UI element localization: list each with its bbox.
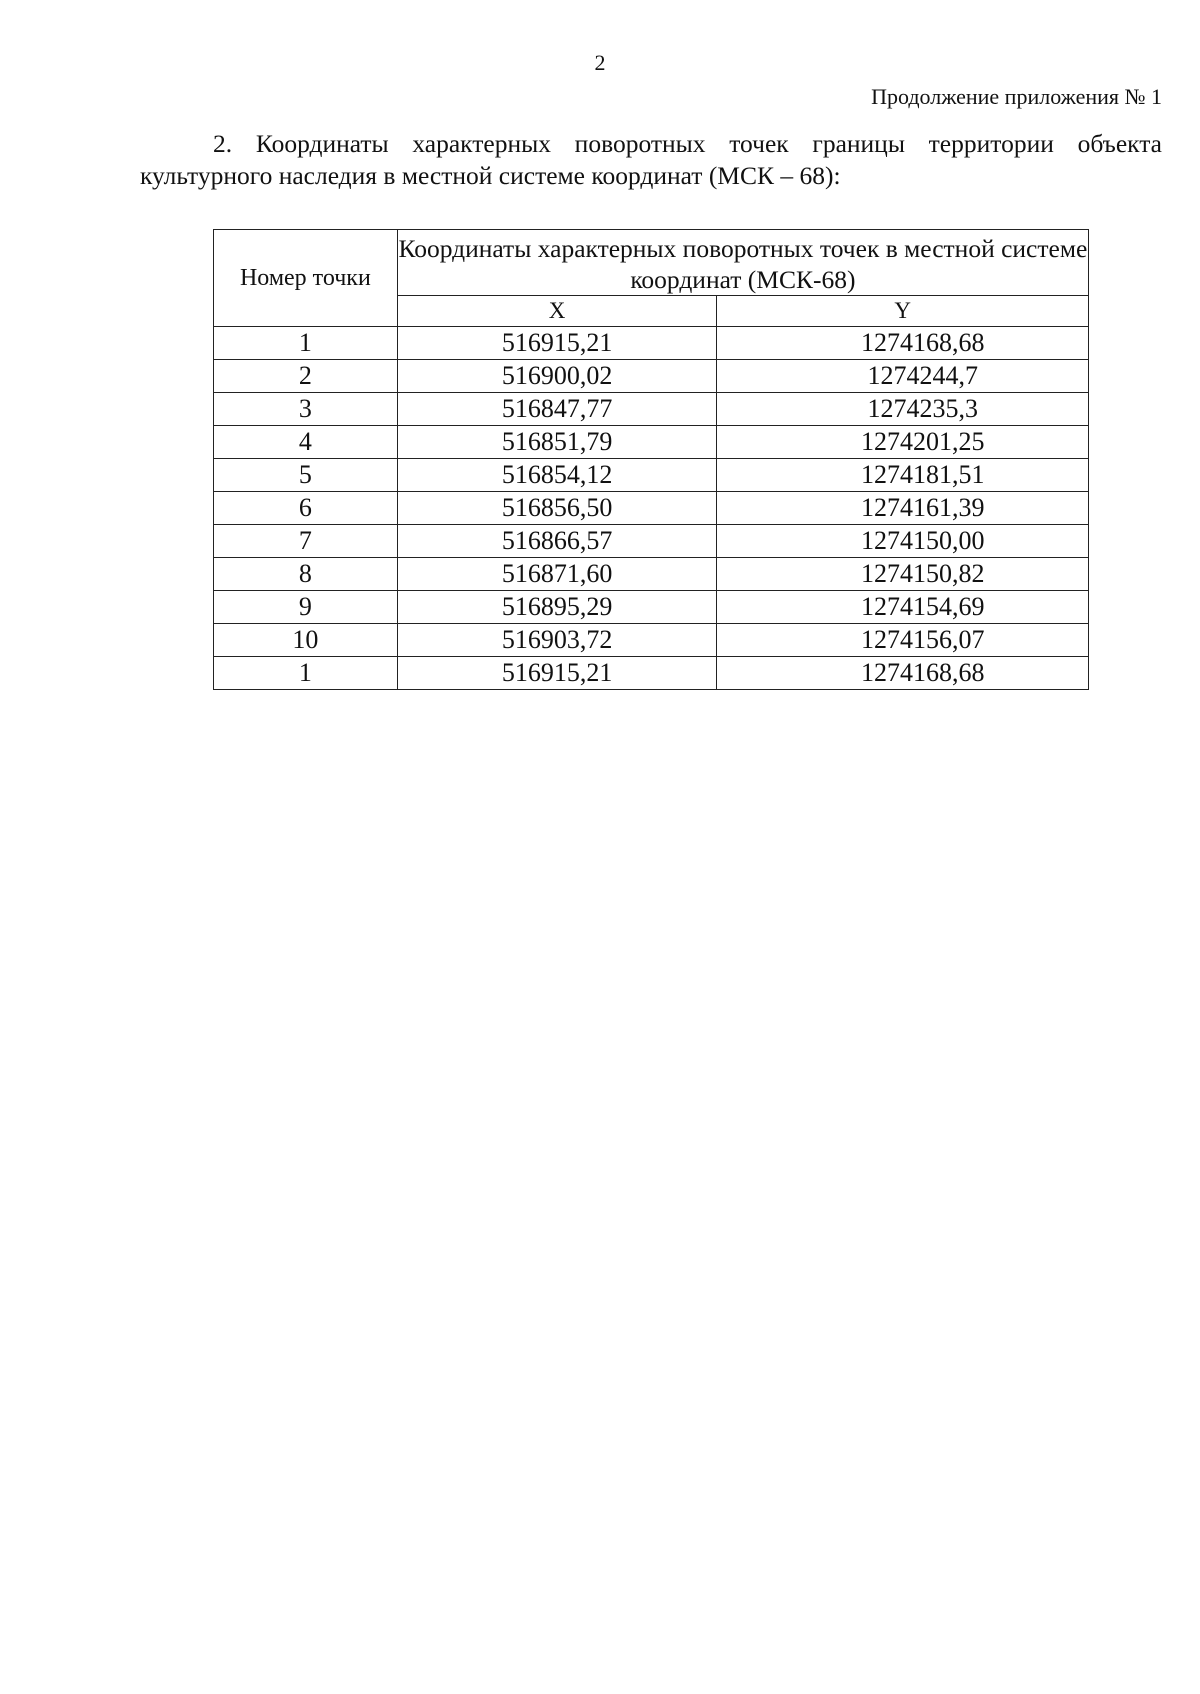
table-row: [214, 492, 1089, 525]
y-coordinate-cell: 1274150,00: [717, 525, 1089, 558]
table-row: [214, 327, 1089, 360]
table-row: [214, 624, 1089, 657]
table-row: [214, 393, 1089, 426]
x-coordinate-cell: 516900,02: [397, 360, 717, 393]
y-column-header: Y: [717, 296, 1089, 327]
table-row: [214, 657, 1089, 690]
y-coordinate-cell: 1274235,3: [717, 393, 1089, 426]
y-coordinate-cell: 1274156,07: [717, 624, 1089, 657]
table-row: [214, 591, 1089, 624]
y-coordinate-cell: 1274168,68: [717, 327, 1089, 360]
x-coordinate-cell: 516871,60: [397, 558, 717, 591]
point-number-cell: 2: [214, 360, 398, 393]
y-coordinate-cell: 1274244,7: [717, 360, 1089, 393]
coordinates-table-body: [214, 327, 1089, 690]
y-coordinate-cell: 1274168,68: [717, 657, 1089, 690]
x-coordinate-cell: 516856,50: [397, 492, 717, 525]
point-number-cell: 1: [214, 327, 398, 360]
x-column-header: X: [397, 296, 717, 327]
y-coordinate-cell: 1274201,25: [717, 426, 1089, 459]
point-number-cell: 8: [214, 558, 398, 591]
point-number-cell: 6: [214, 492, 398, 525]
x-coordinate-cell: 516915,21: [397, 327, 717, 360]
y-coordinate-cell: 1274154,69: [717, 591, 1089, 624]
y-coordinate-cell: 1274181,51: [717, 459, 1089, 492]
point-number-cell: 5: [214, 459, 398, 492]
point-number-cell: 10: [214, 624, 398, 657]
table-row: [214, 558, 1089, 591]
x-coordinate-cell: 516866,57: [397, 525, 717, 558]
y-coordinate-cell: 1274161,39: [717, 492, 1089, 525]
y-coordinate-cell: 1274150,82: [717, 558, 1089, 591]
table-row: [214, 459, 1089, 492]
table-row: [214, 426, 1089, 459]
table-row: [214, 360, 1089, 393]
point-number-cell: 7: [214, 525, 398, 558]
appendix-continuation-note: Продолжение приложения № 1: [871, 84, 1162, 109]
point-number-cell: 9: [214, 591, 398, 624]
point-number-header: Номер точки: [214, 230, 398, 327]
coordinates-group-header: Координаты характерных поворотных точек в местной системе координат (МСК-68): [397, 230, 1088, 296]
point-number-cell: 3: [214, 393, 398, 426]
table-row: [214, 525, 1089, 558]
x-coordinate-cell: 516903,72: [397, 624, 717, 657]
point-number-cell: 1: [214, 657, 398, 690]
x-coordinate-cell: 516854,12: [397, 459, 717, 492]
x-coordinate-cell: 516895,29: [397, 591, 717, 624]
x-coordinate-cell: 516915,21: [397, 657, 717, 690]
point-number-cell: 4: [214, 426, 398, 459]
x-coordinate-cell: 516847,77: [397, 393, 717, 426]
coordinates-table: [213, 229, 1089, 690]
x-coordinate-cell: 516851,79: [397, 426, 717, 459]
page-number: 2: [594, 50, 606, 75]
intro-paragraph: 2. Координаты характерных поворотных точек границы территории объекта культурного наследия в местной системе координат (МСК – 68):: [140, 129, 1162, 190]
